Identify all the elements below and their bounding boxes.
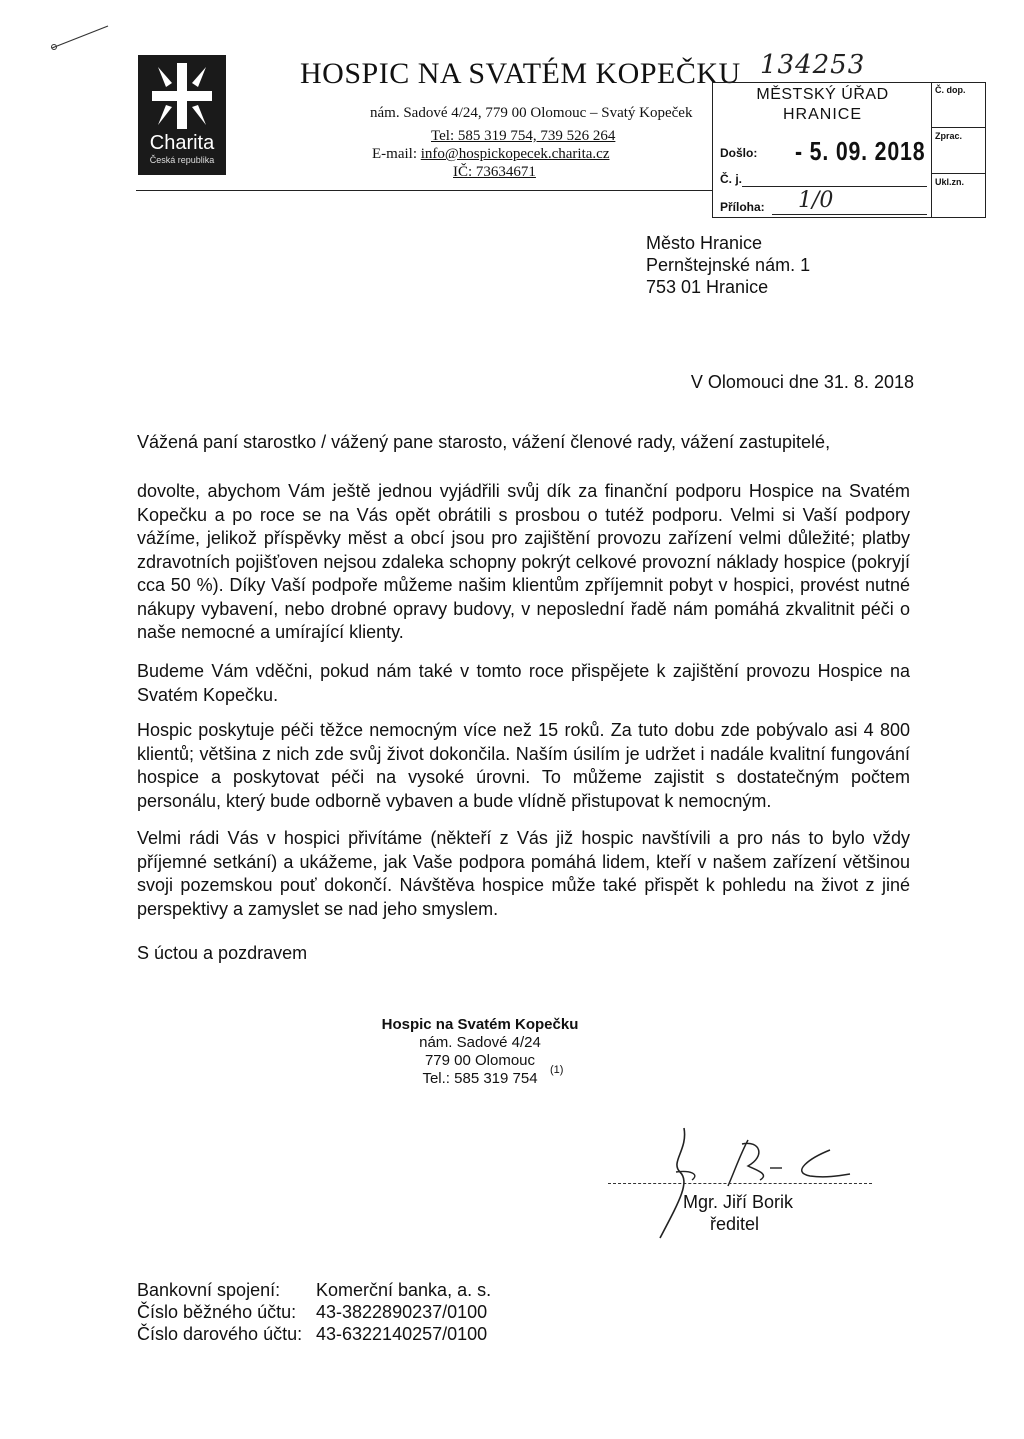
stamp-side-divider <box>932 173 986 174</box>
stamp-town-name: HRANICE <box>782 106 862 123</box>
organization-address: nám. Sadové 4/24, 779 00 Olomouc – Svatý Kopeček <box>370 105 693 121</box>
charita-cross-icon <box>152 63 212 129</box>
body-paragraph: Velmi rádi Vás v hospici přivítáme (někteří z Vás již hospic navštívili a pro nás to bylo vždy příjemné setkání) a ukážeme, jak Vaše podpora pomáhá lidem, kteří v našem zařízení většinou svoji pozemskou pouť dokončí. Návštěva hospice může také přispět k pohledu na život z jiné perspektivy a zamyslet se nad jeho smyslem. <box>137 828 910 919</box>
signer-role: ředitel <box>710 1214 760 1234</box>
stamp-reference-line <box>742 186 927 187</box>
bank-value: Komerční banka, a. s. <box>316 1280 492 1300</box>
body-paragraph: dovolte, abychom Vám ještě jednou vyjádřili svůj dík za finanční podporu Hospice na Svatém Kopečku a po roce se na Vás opět obrátili s prosbou o tutéž podporu. Velmi si Vaší podpory vážíme, jelikož příspěvky měst a obcí jsou pro zajištění provozu zařízení velmi důležité; platby zdravotních pojišťoven nejsou zdaleka schopny pokrýt celkové provozní náklady hospice (pokryjí cca 50 %). Díky Vaší podpoře můžeme našim klientům zpříjemnit pobyt v hospici, provést nutné nákupy vybavení, nebo drobné opravy budovy, v neposlední řadě nám pomáhá zkvalitnit péči o naše nemocné a umírající klienty. <box>137 481 910 642</box>
bank-label: Číslo darového účtu: <box>137 1324 303 1344</box>
bank-value: 43-3822890237/0100 <box>316 1302 488 1322</box>
sender-stamp-phone: Tel.: 585 319 754 <box>422 1070 538 1087</box>
salutation: Vážená paní starostko / vážený pane starosto, vážení členové rady, vážení zastupitelé, <box>137 432 831 452</box>
stamp-attachment-label: Příloha: <box>720 200 765 214</box>
signature-line <box>608 1183 872 1184</box>
letter-date: V Olomouci dne 31. 8. 2018 <box>690 372 914 392</box>
letterhead-divider <box>136 190 712 191</box>
organization-ico: IČ: 73634671 <box>453 164 536 180</box>
stamp-side-label: Ukl.zn. <box>935 177 965 187</box>
body-paragraph: Budeme Vám vděčni, pokud nám také v tomto roce přispějete k zajištění provozu Hospice na Svatém Kopečku. <box>137 661 910 705</box>
logo-text: Charita <box>149 132 215 154</box>
stamp-reference-label: Č. j. <box>720 172 743 186</box>
stamp-side-divider <box>932 127 986 128</box>
email-label: E-mail: <box>372 146 421 162</box>
closing-phrase: S úctou a pozdravem <box>137 943 308 963</box>
bank-label: Číslo běžného účtu: <box>137 1302 297 1322</box>
handwritten-registry-number: 134253 <box>760 50 866 80</box>
charita-logo <box>138 55 226 175</box>
sender-stamp-name: Hospic na Svatém Kopečku <box>381 1016 579 1033</box>
stamp-received-date: - 5. 09. 2018 <box>795 136 926 166</box>
logo-subtext: Česká republika <box>149 155 215 165</box>
sender-stamp-street: nám. Sadové 4/24 <box>419 1034 541 1051</box>
sender-stamp-mark: (1) <box>550 1064 564 1076</box>
organization-email-line <box>372 146 609 163</box>
signer-name: Mgr. Jiří Borik <box>683 1192 794 1212</box>
stamp-attachment-value: 1/0 <box>798 188 834 213</box>
stamp-received-label: Došlo: <box>720 146 758 160</box>
organization-phone: Tel: 585 319 754, 739 526 264 <box>431 128 616 144</box>
bank-value: 43-6322140257/0100 <box>316 1324 488 1344</box>
pen-stroke-mark <box>50 22 110 52</box>
recipient-city: 753 01 Hranice <box>646 277 769 297</box>
registry-stamp-side-column <box>932 82 986 218</box>
recipient-street: Pernštejnské nám. 1 <box>646 255 811 275</box>
stamp-side-label: Č. dop. <box>935 85 966 95</box>
recipient-name: Město Hranice <box>646 233 763 253</box>
sender-stamp-city: 779 00 Olomouc <box>424 1052 536 1069</box>
email-link[interactable]: info@hospickopecek.charita.cz <box>420 146 610 162</box>
stamp-side-label: Zprac. <box>935 131 963 141</box>
stamp-office-name: MĚSTSKÝ ÚŘAD <box>756 86 889 103</box>
bank-label: Bankovní spojení: <box>137 1280 281 1300</box>
stamp-attachment-line <box>772 214 927 215</box>
body-paragraph: Hospic poskytuje péči těžce nemocným více než 15 roků. Za tuto dobu zde pobývalo asi 4 800 klientů; většina z nich zde svůj život dokončila. Naším úsilím je udržet i nadále kvalitní fungování hospice a poskytovat péči na vysoké úrovni. To můžeme zajistit s dostatečným počtem personálu, který bude odborně vybaven a bude vlídně přistupovat k nemocným. <box>137 720 910 811</box>
organization-title: HOSPIC NA SVATÉM KOPEČKU <box>300 57 741 90</box>
